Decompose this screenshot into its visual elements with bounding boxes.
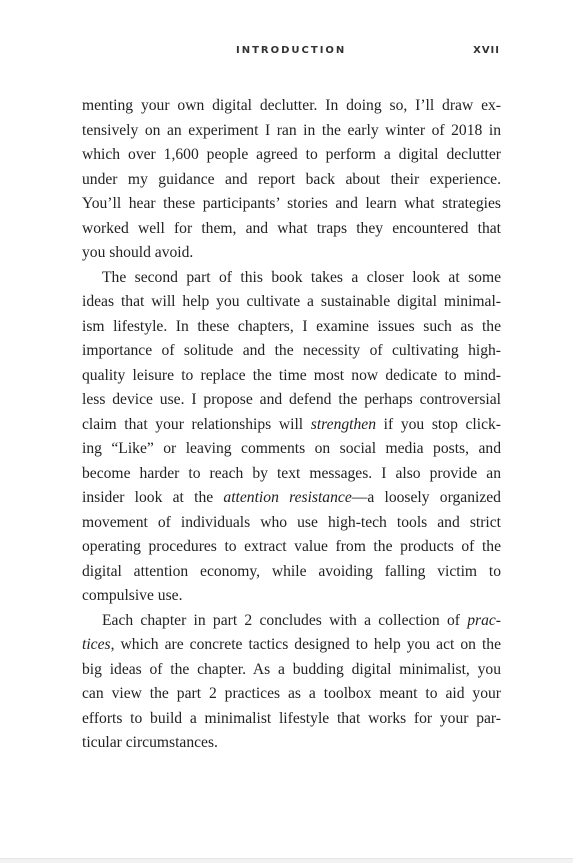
text-line: ticular circumstances. bbox=[82, 734, 218, 751]
text-line: worked well for them, and what traps they encountered that bbox=[82, 219, 501, 237]
text-line: The second part of this book takes a closer look at some bbox=[102, 268, 501, 286]
text-line: operating procedures to extract value from the products of the bbox=[82, 538, 501, 555]
text-line: compulsive use. bbox=[82, 587, 183, 604]
text-line: tices, which are concrete tactics designed to help you act on the bbox=[82, 636, 501, 653]
emphasis: attention resistance bbox=[223, 489, 352, 506]
section-title: INTRODUCTION bbox=[236, 45, 347, 56]
text-line: menting your own digital declutter. In doing so, I’ll draw ex- bbox=[82, 97, 501, 114]
text-line: claim that your relationships will strengthen if you stop click- bbox=[82, 415, 501, 433]
text-line: which over 1,600 people agreed to perform a digital declutter bbox=[82, 146, 501, 163]
text-line: ideas that will help you cultivate a sustainable digital minimal- bbox=[82, 293, 501, 310]
page-number: XVII bbox=[473, 45, 500, 56]
emphasis: tices bbox=[82, 636, 111, 653]
text-line: Each chapter in part 2 concludes with a collection of prac- bbox=[102, 611, 501, 629]
emphasis: prac- bbox=[467, 611, 501, 629]
text-line: you should avoid. bbox=[82, 244, 194, 261]
text-line: tensively on an experiment I ran in the early winter of 2018 in bbox=[82, 121, 501, 139]
text-line: ism lifestyle. In these chapters, I examine issues such as the bbox=[82, 317, 501, 335]
text-line: insider look at the attention resistance—a loosely organized bbox=[82, 489, 501, 506]
text-line: quality leisure to replace the time most now dedicate to mind- bbox=[82, 366, 501, 384]
text-line: digital attention economy, while avoiding falling victim to bbox=[82, 562, 501, 580]
text-line: ing “Like” or leaving comments on social media posts, and bbox=[82, 440, 501, 457]
text-line: You’ll hear these participants’ stories and learn what strategies bbox=[82, 195, 501, 212]
text-line: less device use. I propose and defend the perhaps controversial bbox=[82, 391, 501, 408]
text-line: big ideas of the chapter. As a budding digital minimalist, you bbox=[82, 660, 501, 678]
body-text bbox=[82, 94, 501, 756]
text-line: can view the part 2 practices as a toolbox meant to aid your bbox=[82, 685, 501, 702]
emphasis: strengthen bbox=[310, 415, 377, 433]
text-line: importance of solitude and the necessity of cultivating high- bbox=[82, 342, 501, 359]
text-line: under my guidance and report back about their experience. bbox=[82, 170, 501, 188]
text-line: movement of individuals who use high-tech tools and strict bbox=[82, 513, 501, 531]
text-line: become harder to reach by text messages. I also provide an bbox=[82, 464, 501, 482]
text-line: efforts to build a minimalist lifestyle that works for your par- bbox=[82, 709, 501, 727]
running-head bbox=[0, 45, 573, 61]
